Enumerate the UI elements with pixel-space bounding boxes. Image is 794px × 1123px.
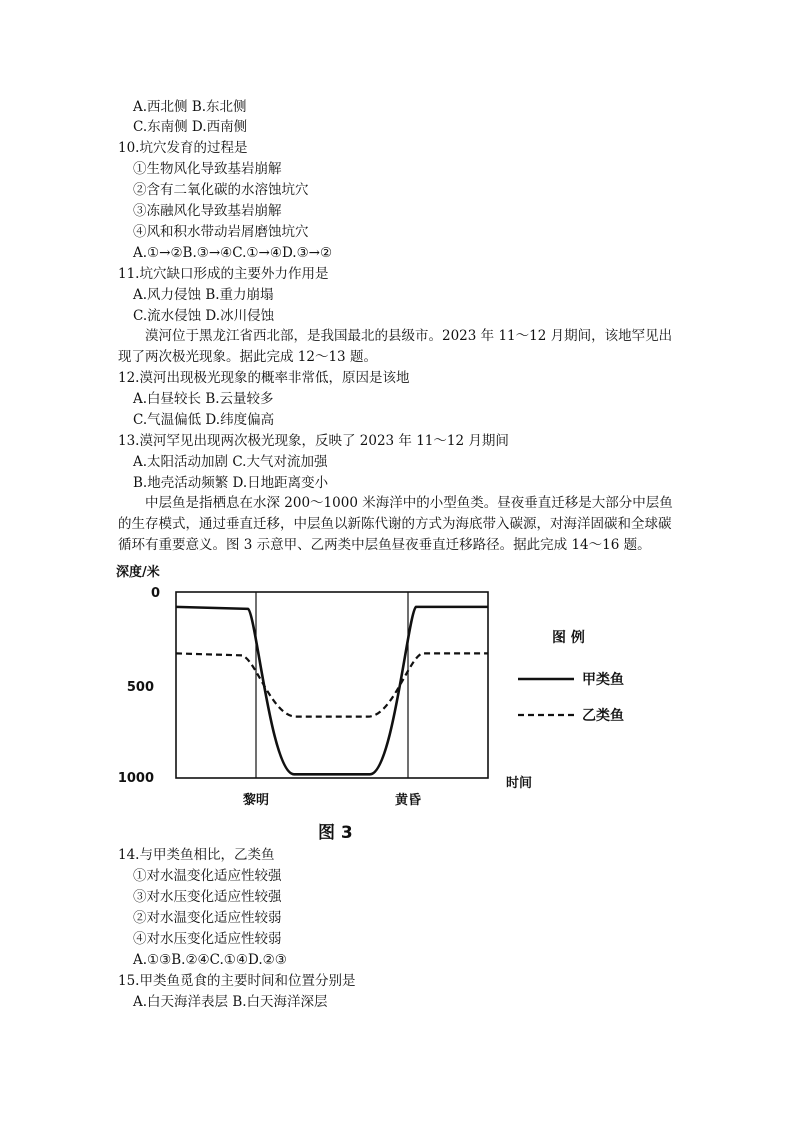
q12-stem: 12.漠河出现极光现象的概率非常低，原因是该地 (118, 370, 410, 386)
q14-stem: 14.与甲类鱼相比，乙类鱼 (118, 847, 275, 863)
q11-stem: 11.坑穴缺口形成的主要外力作用是 (118, 266, 329, 282)
q11-option-cd: C.流水侵蚀 D.冰川侵蚀 (133, 308, 275, 324)
q13-option-cd: B.地壳活动频繁 D.日地距离变小 (133, 475, 329, 491)
q10-item-4: ④风和积水带动岩屑磨蚀坑穴 (133, 224, 309, 240)
passage-mohe: 漠河位于黑龙江省西北部，是我国最北的县级市。2023 年 11～12 月期间，该地罕见出现了两次极光现象。据此完成 12～13 题。 (118, 328, 673, 365)
q15-option-ab: A.白天海洋表层 B.白天海洋深层 (133, 994, 328, 1010)
q14-options: A.①③B.②④C.①④D.②③ (133, 952, 287, 968)
series-line-jia (176, 607, 488, 774)
q12-option-cd: C.气温偏低 D.纬度偏高 (133, 412, 275, 428)
q10-item-3: ③冻融风化导致基岩崩解 (133, 203, 282, 219)
passage-mesopelagic-fish: 中层鱼是指栖息在水深 200～1000 米海洋中的小型鱼类。昼夜垂直迁移是大部分中层鱼的生存模式，通过垂直迁移，中层鱼以新陈代谢的方式为海底带入碳源，对海洋固碳和全球碳循环有重要意义。图 3 示意甲、乙两类中层鱼昼夜垂直迁移路径。据此完成 14～16 题。 (118, 495, 673, 553)
y-tick-0: 0 (150, 586, 160, 601)
series-line-yi (176, 653, 488, 716)
legend-title: 图 例 (552, 630, 585, 646)
q9-option-ab: A.西北侧 B.东北侧 (133, 99, 247, 115)
x-tick-dusk: 黄昏 (394, 793, 422, 808)
q10-stem: 10.坑穴发育的过程是 (118, 140, 248, 156)
legend-label-yi: 乙类鱼 (582, 708, 624, 724)
q11-option-ab: A.风力侵蚀 B.重力崩塌 (133, 287, 274, 303)
q15-stem: 15.甲类鱼觅食的主要时间和位置分别是 (118, 973, 356, 989)
y-axis-label: 深度/米 (116, 565, 160, 580)
q10-item-1: ①生物风化导致基岩崩解 (133, 161, 282, 177)
x-tick-dawn: 黎明 (242, 793, 270, 808)
q10-options: A.①→②B.③→④C.①→④D.③→② (133, 245, 333, 261)
q13-stem: 13.漠河罕见出现两次极光现象，反映了 2023 年 11～12 月期间 (118, 433, 509, 449)
q14-item-1: ①对水温变化适应性较强 (133, 868, 282, 884)
plot-frame (176, 592, 488, 778)
q13-option-ab: A.太阳活动加剧 C.大气对流加强 (133, 454, 328, 470)
y-tick-500: 500 (126, 680, 154, 695)
q14-item-3: ②对水温变化适应性较弱 (133, 910, 282, 926)
figure-3-chart (116, 560, 624, 810)
q10-item-2: ②含有二氧化碳的水溶蚀坑穴 (133, 182, 309, 198)
y-tick-1000: 1000 (117, 771, 154, 786)
figure-caption: 图 3 (318, 823, 353, 843)
legend-label-jia: 甲类鱼 (582, 672, 624, 688)
x-axis-label: 时间 (506, 776, 533, 791)
q9-option-cd: C.东南侧 D.西南侧 (133, 119, 248, 135)
q14-item-2: ③对水压变化适应性较强 (133, 889, 282, 905)
q14-item-4: ④对水压变化适应性较弱 (133, 931, 282, 947)
q12-option-ab: A.白昼较长 B.云量较多 (133, 391, 274, 407)
